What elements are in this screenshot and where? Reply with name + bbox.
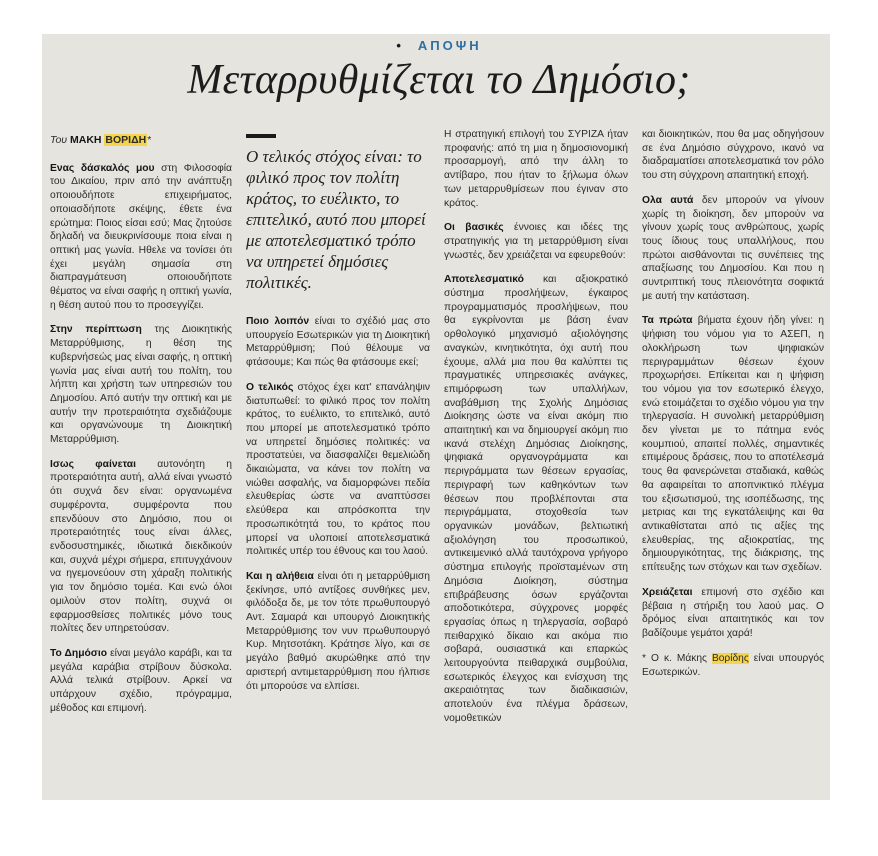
paragraph-text: αυτονόητη η προτεραιότητα αυτή, αλλά είναι γνωστό ότι συχνά δεν είναι: οργανωμένα συμφέροντα, συμφέροντα που επενδύουν στο Δημόσιο, που οι προτεραιότητές τους είναι άλλες, ενδοσυστημικές, ιδιωτικά διεκδικούν και, συχνά μέχρι σήμερα, επιτυγχάνουν να ηγεμονεύουν στη χάραξη πολιτικής για τον δημόσιο τομέα. Και ενώ όλοι ομιλούν στον πολίτη, συχνά οι εφαρμοσθείσες πολιτικές μόνο τους πολίτες δεν υπηρετούσαν.: [50, 458, 232, 635]
paragraph-lead: Τα πρώτα: [642, 315, 693, 327]
paragraph: [246, 315, 430, 370]
paragraph-lead: Ποιο λοιπόν: [246, 316, 310, 327]
bullet-dot: •: [396, 38, 404, 53]
column-2: [246, 134, 430, 704]
paragraph-text: και διοικητικών, που θα μας οδηγήσουν σε ένα Δημόσιο σύγχρονο, ικανό να διαδραματίσει αποτελεσματικά τον ρόλο του στη σύγχρονη απαιτητική εποχή.: [642, 129, 824, 182]
byline-prefix: Του: [50, 134, 70, 146]
paragraph-text: στόχος έχει κατ' επανάληψιν διατυπωθεί: το φιλικό προς τον πολίτη κράτος, το ευέλικτο, το επιτελικό, αυτό που μπορεί με αποτελεσματικό τρόπο να υπηρετεί δημόσιες πολιτικές: να προστατεύει, να διασφαλίζει θεμελιώδη δικαιώματα, να κάνει τον πολίτη να νιώθει ασφαλής, να διαμορφώνει πεδία ελευθερίας ώστε να αναπτύσσει ελεύθερα και απρόσκοπτα την προσωπικότητά του, το κράτος που μπορεί να υλοποιεί αποτελεσματικά πολιτικές υπέρ του έθνους και του λαού.: [246, 381, 431, 558]
paragraph: [642, 586, 824, 641]
paragraph-text: επιμονή στο σχέδιο και βέβαια η στήριξη του λαού μας. Ο δρόμος είναι απαιτητικός και τον βαδίζουμε γεμάτοι χαρά!: [642, 586, 824, 639]
paragraph-text: στη Φιλοσοφία του Δικαίου, πριν από την ανάπτυξη οποιουδήποτε επιχειρήματος, οποιασδήποτε σκέψης, έθετε ένα ερώτημα: Ποιος είσαι εσύ; Μας ζητούσε δηλαδή να διευκρινίσουμε ποια είναι η οπτική μας γωνία. Ηθελε να τονίσει ότι έχει μεγάλη σημασία στη διαπραγμάτευση οποιουδήποτε θέματος να είναι σαφής η οπτική γωνία, η θέση αυτού που το προσεγγίζει.: [50, 162, 232, 311]
byline-surname: ΒΟΡΙΔΗ: [105, 134, 147, 146]
paragraph-text: δεν μπορούν να γίνουν χωρίς τη διοίκηση, δεν μπορούν να γίνουν χωρίς τους ανθρώπους, χωρίς τους ίδιους τους υπαλλήλους, που πρώτοι αισθάνονται τις συνέπειες της απαξίωσης του Δημοσίου. Και που η συντριπτική τους πλειονότητα σοφικτά με αυτή την κατάσταση.: [642, 194, 825, 302]
column-3: [444, 128, 628, 737]
paragraph-text: έννοιες και ιδέες της στρατηγικής για τη μεταρρύθμιση είναι γνωστές, δεν χρειάζεται να εφευρεθούν:: [444, 222, 628, 261]
byline: [50, 134, 232, 148]
footnote-post: είναι υπουργός Εσωτερικών.: [642, 652, 824, 678]
paragraph-text: βήματα έχουν ήδη γίνει: η ψήφιση του νόμου για το ΑΣΕΠ, η ολοκλήρωση των ψηφιακών περιγραμμάτων θέσεων έχουν προχωρήσει. Επίκειται και η ψήφιση του νόμου για τον εσωτερικό έλεγχο, ενώ ετοιμάζεται το σχέδιο νόμου για την τηλεργασία. Η συνολική μεταρρύθμιση δεν γίνεται με το πάτημα ενός κουμπιού, απαιτεί πολλές, σημαντικές επιμέρους δράσεις, που το αποτέλεσμά τους θα φανερώνεται σταδιακά, καθώς θα αφαιρείται το αποπνικτικό πλέγμα του εξισωτισμού, της ισοπέδωσης, της μετριας και της εγκατάλειψης και θα αντικαθίσταται από τις αξίες της ελευθερίας, της αξιοκρατίας, της δημιουργικότητας, της διάκρισης, της επίτευξης των στόχων και των σχεδίων.: [642, 315, 824, 574]
column-4: [642, 128, 824, 680]
section-name: ΑΠΟΨΗ: [417, 38, 482, 53]
paragraph-lead: Χρειάζεται: [642, 586, 693, 598]
paragraph-lead: Ενας δάσκαλός μου: [50, 162, 155, 174]
paragraph: [246, 381, 430, 559]
paragraph: [50, 458, 232, 636]
footnote-surname: Βορίδης: [711, 652, 749, 664]
paragraph-text: είναι μεγάλο καράβι, και τα μεγάλα καράβια στρίβουν δύσκολα. Αλλά τελικά στρίβουν. Αρκεί να υπάρχουν σχέδιο, πρόγραμμα, μέθοδος και επιμονή.: [50, 647, 232, 714]
section-label: [0, 38, 878, 53]
paragraph-text: είναι ότι η μεταρρύθμιση ξεκίνησε, υπό αντίξοες συνθήκες μεν, φιλόδοξα δε, με τον τότε πρωθυπουργό Αντ. Σαμαρά και υπουργό Διοικητικής Μεταρρύθμισης τον νυν πρωθυπουργό Κυρ. Μητσοτάκη. Κράτησε λίγο, και σε μεγάλο βαθμό ακυρώθηκε από την αριστερή αντιμεταρρύθμιση που ήλπισε ότι μπορούσε να ελπίσει.: [246, 570, 430, 692]
paragraph: [50, 647, 232, 716]
byline-first: ΜΑΚΗ: [70, 134, 105, 146]
paragraph-lead: Αποτελεσματικό: [444, 274, 524, 286]
paragraph-text: της Διοικητικής Μεταρρύθμισης, η θέση της κυβερνήσεώς μας είναι σαφής, η οπτική γωνία μας είναι αυτή του πολίτη, του λήπτη και χρήστη των υπηρεσιών του Δημοσίου. Από αυτήν την οπτική και με αυτήν την προτεραιότητα σχεδιάζουμε και οργανώνουμε τη Διοικητική Μεταρρύθμιση.: [50, 324, 232, 446]
paragraph: [642, 128, 824, 183]
paragraph-text: και αξιοκρατικό σύστημα προσλήψεων, έγκαιρος προγραμματισμός προσλήψεων, που θα εγκρίνονται με βάση έναν ορθολογικό μηχανισμό αξιολόγησης αναγκών, κινητικότητα, όχι αυτή που έχουμε, αλλά μια που θα καλύπτει τις πραγματικές υπηρεσιακές ανάγκες, επιμόρφωση των υπαλλήλων, αναβάθμιση της Σχολής Δημόσιας Διοίκησης ώστε να είναι ακόμη πιο απαιτητική και να δημιουργεί ακόμη πιο ικανά στελέχη Δημόσιας Διοίκησης, ψηφιακά οργανογράμματα και περιγράμματα των θέσεων εργασίας, περιγραφή των καθηκόντων των θέσεων που προβλέπονται στα περιγράμματα, στοχοθεσία των οργανικών μονάδων, βελτιωτική αξιολόγηση του προσωπικού, αντικειμενικό αλλά ταυτόχρονα γρήγορο σύστημα επιλογής προϊσταμένων στη Δημόσια Διοίκηση, σύστημα επιβράβευσης όσων εργάζονται αποδοτικότερα, σύγχρονες μορφές εργασίας όπως η τηλεργασία, σοβαρό πειθαρχικό δίκαιο και ακόμα πιο σοβαρά, ουσιαστικά και επαρκώς λειτουργούντα πειθαρχικά συμβούλια, εσωτερικός έλεγχος και ενίσχυση της ακεραιότητας των διαδικασιών, αποτελούν ένα πλέγμα δράσεων, νομοθετικών: [444, 274, 628, 724]
paragraph: [642, 194, 824, 304]
paragraph-lead: Το Δημόσιο: [50, 647, 107, 659]
byline-star: *: [147, 134, 152, 146]
paragraph: [444, 128, 628, 210]
paragraph-lead: Και η αλήθεια: [246, 570, 314, 582]
pull-quote: Ο τελικός στόχος είναι: το φιλικό προς τον πολίτη κράτος, το ευέλικτο, το επιτελικό, αυτό που μπορεί με αποτελεσματικό τρόπο να υπηρετεί δημόσιες πολιτικές.: [246, 147, 426, 292]
pull-quote-rule: [246, 134, 276, 138]
footnote-pre: * Ο κ. Μάκης: [642, 652, 712, 664]
paragraph: [642, 314, 824, 574]
paragraph-lead: Οι βασικές: [444, 222, 504, 234]
paragraph: [50, 323, 232, 446]
article-title: Μεταρρυθμίζεται το Δημόσιο;: [187, 57, 691, 103]
author-footnote: [642, 652, 824, 680]
paragraph: [444, 221, 628, 262]
paragraph: [50, 162, 232, 313]
paragraph-lead: Ολα αυτά: [642, 194, 694, 206]
paragraph-lead: Στην περίπτωση: [50, 324, 142, 336]
paragraph: [444, 273, 628, 725]
paragraph-text: Η στρατηγική επιλογή του ΣΥΡΙΖΑ ήταν προφανής: από τη μια η δημοσιονομική προσαρμογή, από την άλλη το αντίβαρο, που ήταν το ξήλωμα όλων των μεταρρυθμίσεων που έγιναν στο κράτος.: [444, 129, 628, 209]
paragraph-lead: Ο τελικός: [246, 381, 294, 393]
column-1: [50, 134, 232, 726]
paragraph-lead: Ισως φαίνεται: [50, 458, 136, 470]
paragraph: [246, 570, 430, 693]
paragraph-text: είναι το σχέδιό μας στο υπουργείο Εσωτερικών για τη Διοικητική Μεταρρύθμιση; Πού θέλουμε να φτάσουμε; Και πώς θα φτάσουμε εκεί;: [246, 316, 431, 369]
